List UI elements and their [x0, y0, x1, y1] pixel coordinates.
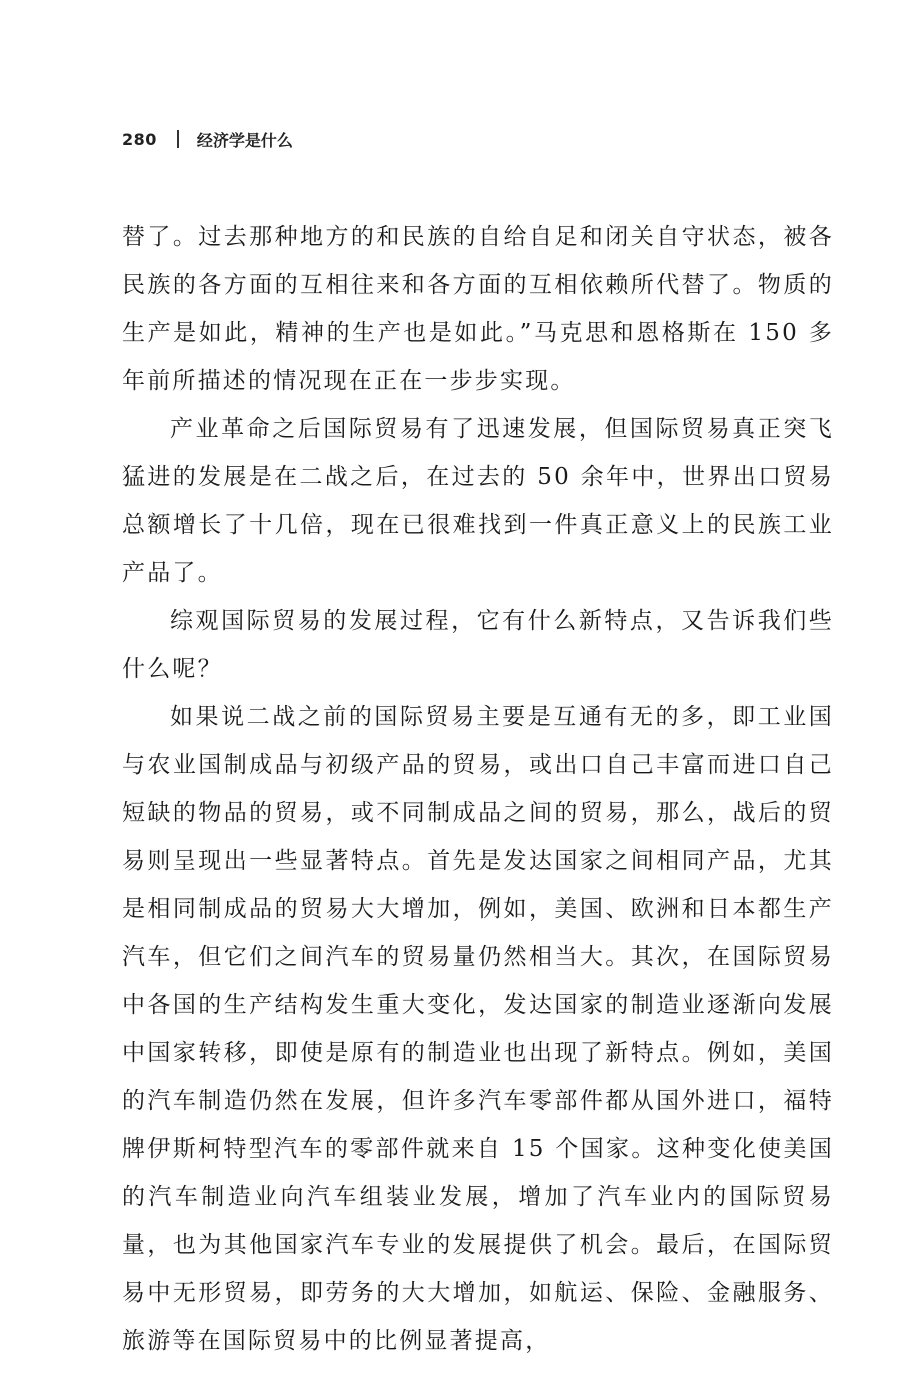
page-number: 280: [122, 129, 157, 149]
paragraph-3: 综观国际贸易的发展过程，它有什么新特点，又告诉我们些什么呢？: [122, 608, 834, 682]
running-header: [122, 124, 293, 154]
paragraph-1: 替了。过去那种地方的和民族的自给自足和闭关自守状态，被各民族的各方面的互相往来和各方面的互相依赖所代替了。物质的生产是如此，精神的生产也是如此。”马克思和恩格斯在 150 多年前所描述的情况现在正在一步步实现。: [122, 224, 834, 394]
page-body: [122, 213, 834, 1365]
paragraph-2: 产业革命之后国际贸易有了迅速发展，但国际贸易真正突飞猛进的发展是在二战之后，在过去的 50 余年中，世界出口贸易总额增长了十几倍，现在已很难找到一件真正意义上的民族工业产品了。: [122, 416, 834, 586]
header-separator: [177, 130, 179, 148]
book-title: 经济学是什么: [196, 130, 293, 150]
paragraph-4: 如果说二战之前的国际贸易主要是互通有无的多，即工业国与农业国制成品与初级产品的贸易，或出口自己丰富而进口自己短缺的物品的贸易，或不同制成品之间的贸易，那么，战后的贸易则呈现出一些显著特点。首先是发达国家之间相同产品，尤其是相同制成品的贸易大大增加，例如，美国、欧洲和日本都生产汽车，但它们之间汽车的贸易量仍然相当大。其次，在国际贸易中各国的生产结构发生重大变化，发达国家的制造业逐渐向发展中国家转移，即使是原有的制造业也出现了新特点。例如，美国的汽车制造仍然在发展，但许多汽车零部件都从国外进口，福特牌伊斯柯特型汽车的零部件就来自 15 个国家。这种变化使美国的汽车制造业向汽车组装业发展，增加了汽车业内的国际贸易量，也为其他国家汽车专业的发展提供了机会。最后，在国际贸易中无形贸易，即劳务的大大增加，如航运、保险、金融服务、旅游等在国际贸易中的比例显著提高，: [122, 704, 834, 1354]
